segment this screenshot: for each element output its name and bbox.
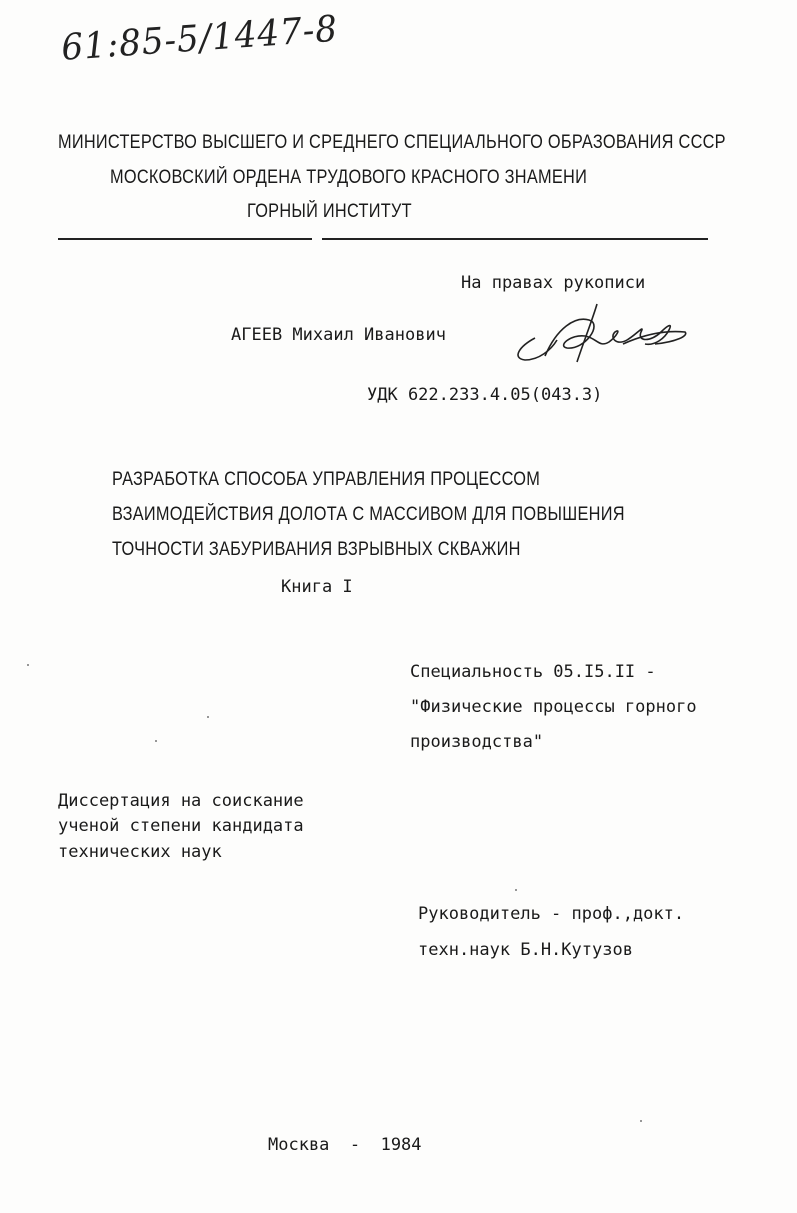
degree-line-1: Диссертация на соискание	[58, 791, 304, 811]
city-year: Москва - 1984	[268, 1135, 422, 1155]
supervisor-line-1: Руководитель - проф.,докт.	[418, 904, 685, 924]
title-line-3: ТОЧНОСТИ ЗАБУРИВАНИЯ ВЗРЫВНЫХ СКВАЖИН	[112, 539, 521, 560]
scan-speck	[207, 716, 209, 718]
scan-speck	[27, 664, 29, 666]
ministry-line: МИНИСТЕРСТВО ВЫСШЕГО И СРЕДНЕГО СПЕЦИАЛЬНОГО ОБРАЗОВАНИЯ СССР	[58, 132, 726, 153]
archive-mark: 61:85-5/1447-8	[60, 8, 340, 69]
author-name: АГЕЕВ Михаил Иванович	[231, 325, 446, 345]
book-number: Книга I	[281, 577, 353, 597]
scan-speck	[155, 740, 157, 742]
supervisor-line-2: техн.наук Б.Н.Кутузов	[418, 940, 633, 960]
title-line-2: ВЗАИМОДЕЙСТВИЯ ДОЛОТА С МАССИВОМ ДЛЯ ПОВЫШЕНИЯ	[112, 504, 625, 525]
scan-speck	[640, 1120, 642, 1122]
manuscript-rights: На правах рукописи	[461, 273, 646, 293]
degree-line-2: ученой степени кандидата	[58, 816, 304, 836]
specialty-line-3: производства"	[410, 732, 544, 752]
institute-line-2: ГОРНЫЙ ИНСТИТУТ	[247, 201, 412, 222]
udc-code: УДК 622.233.4.05(043.3)	[367, 385, 603, 405]
degree-line-3: технических наук	[58, 842, 222, 862]
specialty-line-2: "Физические процессы горного	[410, 697, 697, 717]
author-signature	[505, 298, 695, 378]
institute-line-1: МОСКОВСКИЙ ОРДЕНА ТРУДОВОГО КРАСНОГО ЗНАМЕНИ	[110, 167, 588, 188]
header-divider-left	[58, 238, 312, 240]
header-divider-right	[322, 238, 708, 240]
title-line-1: РАЗРАБОТКА СПОСОБА УПРАВЛЕНИЯ ПРОЦЕССОМ	[112, 469, 541, 490]
specialty-line-1: Специальность 05.I5.II -	[410, 662, 656, 682]
scan-speck	[515, 889, 517, 891]
